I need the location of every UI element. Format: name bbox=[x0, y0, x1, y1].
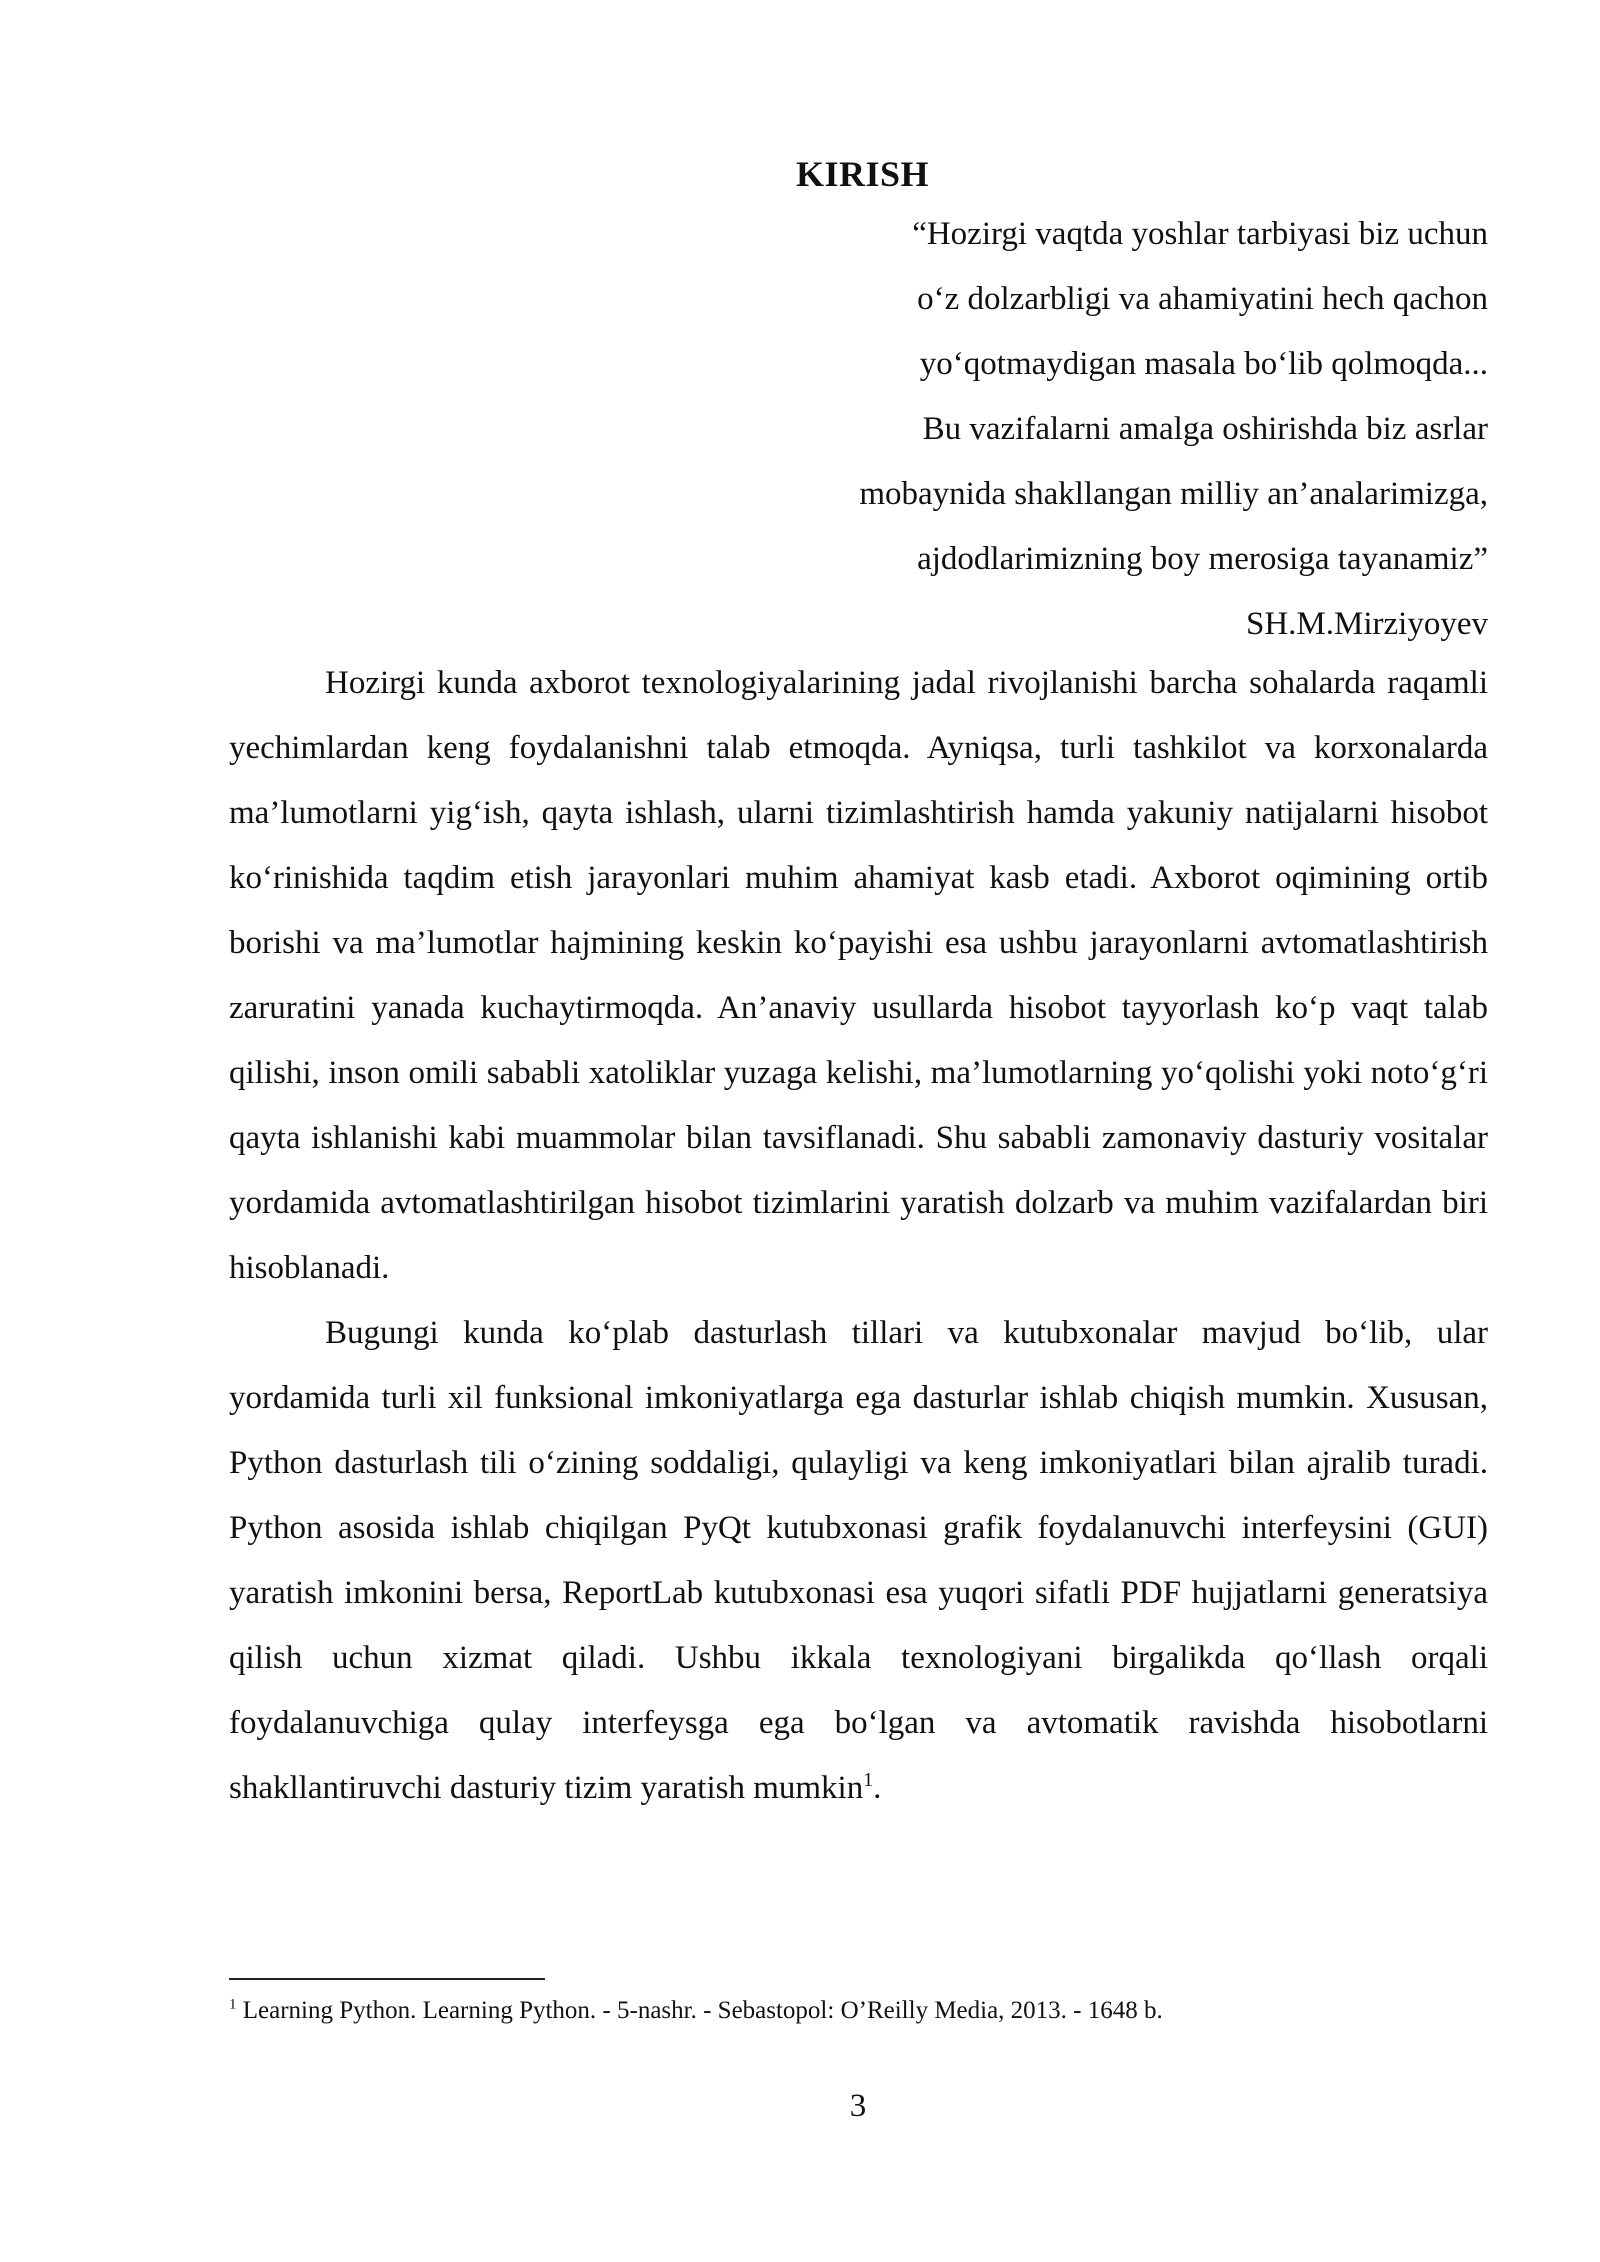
epigraph-line: yo‘qotmaydigan masala bo‘lib qolmoqda... bbox=[919, 346, 1488, 382]
epigraph-line: “Hozirgi vaqtda yoshlar tarbiyasi biz uchun bbox=[912, 216, 1488, 252]
paragraph bbox=[229, 651, 1488, 1301]
page-number: 3 bbox=[849, 2088, 867, 2124]
footnote-reference[interactable]: 1 bbox=[863, 1769, 874, 1791]
footnote-separator bbox=[229, 1978, 545, 1980]
footnote-text: Learning Python. Learning Python. - 5-nashr. - Sebastopol: O’Reilly Media, 2013. - 1648 b. bbox=[242, 1997, 1163, 2024]
epigraph-line: ajdodlarimizning boy merosiga tayanamiz” bbox=[917, 541, 1488, 577]
footnote-marker: 1 bbox=[229, 1996, 237, 2013]
epigraph-line: o‘z dolzarbligi va ahamiyatini hech qachon bbox=[917, 281, 1488, 317]
paragraph-end: . bbox=[873, 1770, 882, 1806]
epigraph-author: SH.M.Mirziyoyev bbox=[1246, 606, 1488, 642]
section-heading: KIRISH bbox=[795, 154, 930, 194]
footnote bbox=[229, 1994, 1488, 2028]
paragraph-text: Hozirgi kunda axborot texnologiyalarining jadal rivojlanishi barcha sohalarda raqamli yechimlardan keng foydalanishni talab etmoqda. Ayniqsa, turli tashkilot va korxonalarda ma’lumotlarni yig‘ish, qayta ishlash, ularni tizimlashtirish hamda yakuniy natijalarni hisobot ko‘rinishida taqdim etish jarayonlari muhim ahamiyat kasb etadi. Axborot oqimining ortib borishi va ma’lumotlar hajmining keskin ko‘payishi esa ushbu jarayonlarni avtomatlashtirish zaruratini yanada kuchaytirmoqda. An’anaviy usullarda hisobot tayyorlash ko‘p vaqt talab qilishi, inson omili sababli xatoliklar yuzaga kelishi, ma’lumotlarning yo‘qolishi yoki noto‘g‘ri qayta ishlanishi kabi muammolar bilan tavsiflanadi. Shu sababli zamonaviy dasturiy vositalar yordamida avtomatlashtirilgan hisobot tizimlarini yaratish dolzarb va muhim vazifalardan biri hisoblanadi. bbox=[229, 665, 1488, 1286]
paragraph-text: Bugungi kunda ko‘plab dasturlash tillari va kutubxonalar mavjud bo‘lib, ular yordamida turli xil funksional imkoniyatlarga ega dasturlar ishlab chiqish mumkin. Xususan, Python dasturlash tili o‘zining soddaligi, qulayligi va keng imkoniyatlari bilan ajralib turadi. Python asosida ishlab chiqilgan PyQt kutubxonasi grafik foydalanuvchi interfeysini (GUI) yaratish imkonini bersa, ReportLab kutubxonasi esa yuqori sifatli PDF hujjatlarni generatsiya qilish uchun xizmat qiladi. Ushbu ikkala texnologiyani birgalikda qo‘llash orqali foydalanuvchiga qulay interfeysga ega bo‘lgan va avtomatik ravishda hisobotlarni shakllantiruvchi dasturiy tizim yaratish mumkin bbox=[229, 1315, 1488, 1806]
paragraph bbox=[229, 1301, 1488, 1821]
epigraph-line: mobaynida shakllangan milliy an’analarimizga, bbox=[859, 476, 1488, 512]
epigraph-line: Bu vazifalarni amalga oshirishda biz asrlar bbox=[922, 411, 1488, 447]
epigraph bbox=[588, 202, 1488, 657]
body-text bbox=[229, 651, 1488, 1821]
